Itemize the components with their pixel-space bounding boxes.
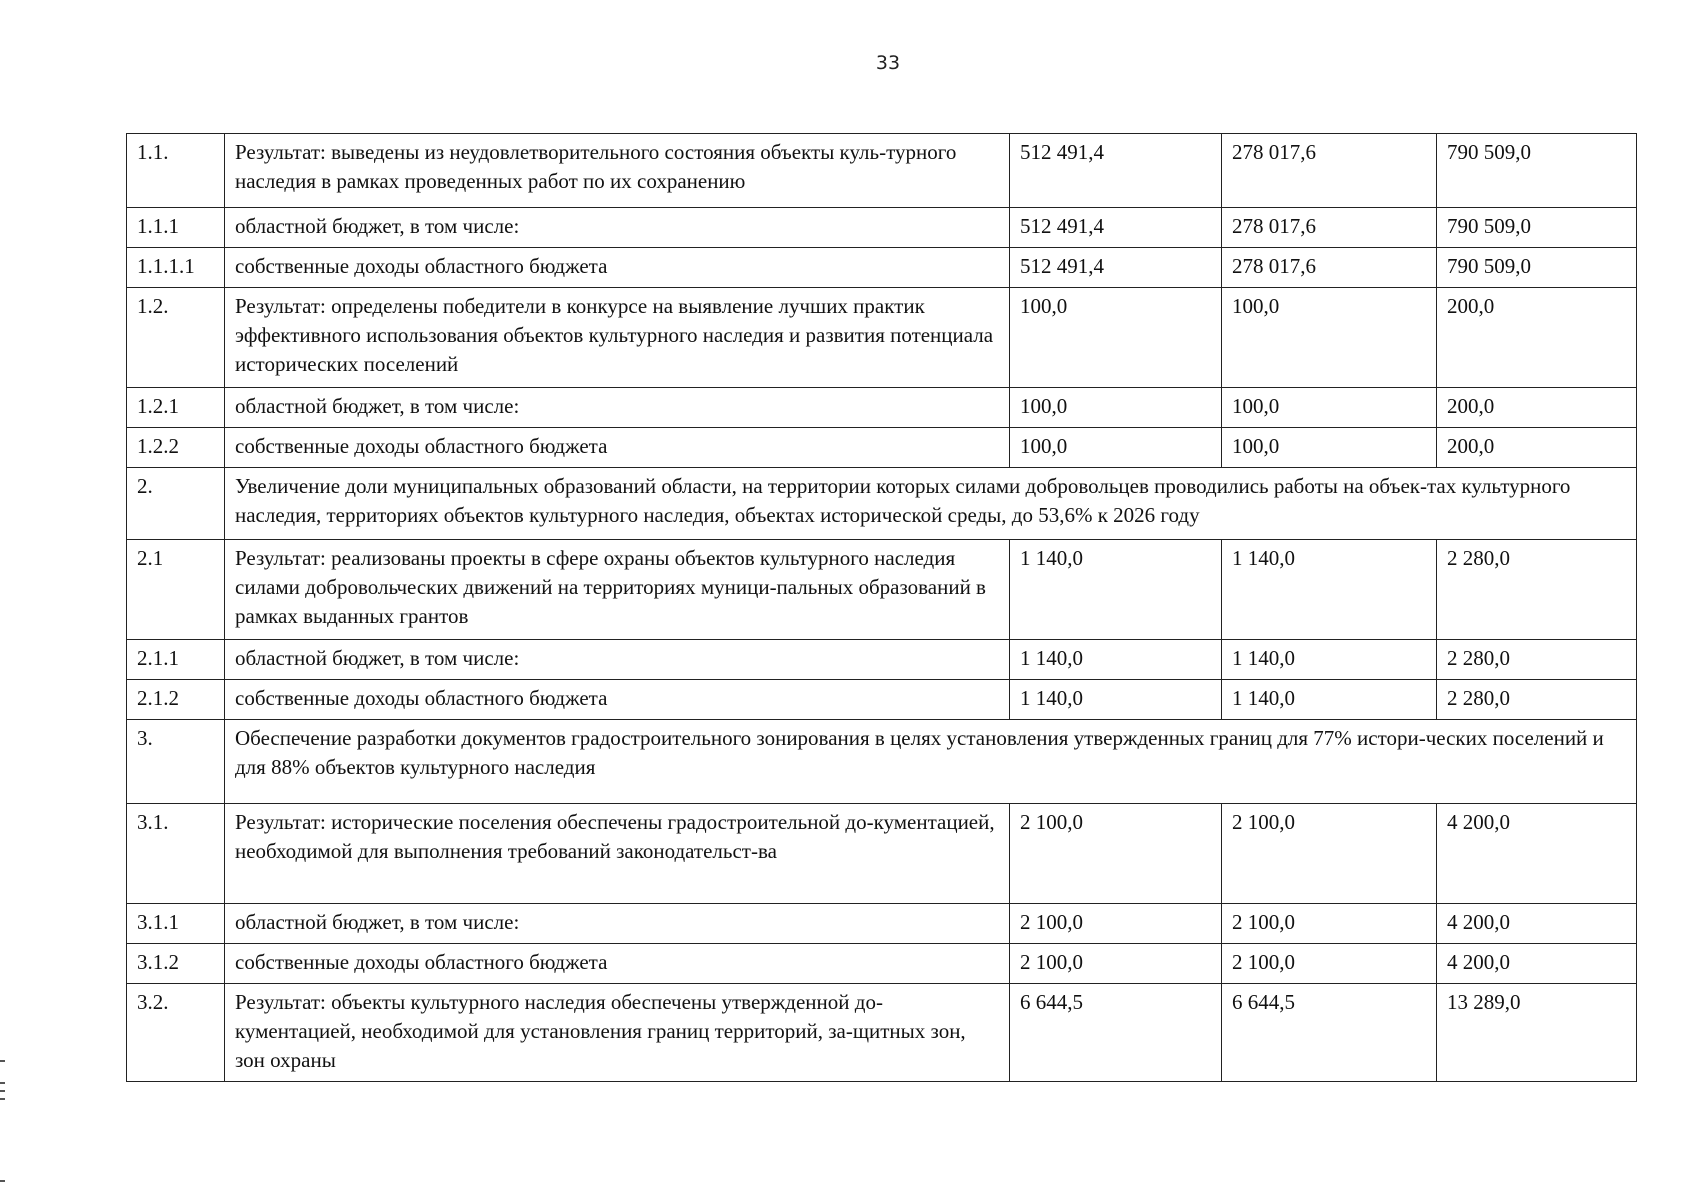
row-number: 1.2.1 — [127, 388, 225, 428]
table-row — [127, 944, 1637, 984]
table-row — [127, 134, 1637, 208]
row-value-1: 2 100,0 — [1010, 804, 1222, 904]
row-value-total: 13 289,0 — [1437, 984, 1637, 1082]
row-description: областной бюджет, в том числе: — [225, 640, 1010, 680]
row-number: 3. — [127, 720, 225, 804]
row-value-1: 512 491,4 — [1010, 208, 1222, 248]
section-description: Увеличение доли муниципальных образований области, на территории которых силами добровольцев проводились работы на объек-тах культурного наследия, территориях объектов культурного наследия, объектах исторической среды, до 53,6% к 2026 году — [225, 468, 1637, 540]
row-value-2: 1 140,0 — [1222, 640, 1437, 680]
row-description: Результат: определены победители в конкурсе на выявление лучших практик эффективного использования объектов культурного наследия и развития потенциала исторических поселений — [225, 288, 1010, 388]
row-value-total: 2 280,0 — [1437, 680, 1637, 720]
row-value-total: 790 509,0 — [1437, 248, 1637, 288]
row-description: собственные доходы областного бюджета — [225, 680, 1010, 720]
row-value-2: 278 017,6 — [1222, 208, 1437, 248]
row-number: 3.2. — [127, 984, 225, 1082]
row-value-1: 512 491,4 — [1010, 248, 1222, 288]
row-value-2: 278 017,6 — [1222, 134, 1437, 208]
table-row — [127, 904, 1637, 944]
scan-mark — [0, 1180, 5, 1182]
budget-table — [126, 133, 1637, 1082]
row-number: 1.1.1 — [127, 208, 225, 248]
row-value-total: 4 200,0 — [1437, 804, 1637, 904]
row-description: Результат: реализованы проекты в сфере охраны объектов культурного наследия силами добровольческих движений на территориях муници-пальных образований в рамках выданных грантов — [225, 540, 1010, 640]
table-row — [127, 984, 1637, 1082]
row-description: Результат: выведены из неудовлетворительного состояния объекты куль-турного наследия в рамках проведенных работ по их сохранению — [225, 134, 1010, 208]
row-value-2: 100,0 — [1222, 288, 1437, 388]
table-row — [127, 208, 1637, 248]
row-description: областной бюджет, в том числе: — [225, 208, 1010, 248]
table-row — [127, 248, 1637, 288]
scan-mark — [0, 1082, 5, 1084]
row-value-2: 100,0 — [1222, 388, 1437, 428]
row-value-1: 100,0 — [1010, 388, 1222, 428]
row-description: Результат: исторические поселения обеспечены градостроительной до-кументацией, необходимой для выполнения требований законодательст-ва — [225, 804, 1010, 904]
row-value-2: 2 100,0 — [1222, 804, 1437, 904]
row-description: областной бюджет, в том числе: — [225, 388, 1010, 428]
row-value-total: 4 200,0 — [1437, 904, 1637, 944]
table-row — [127, 428, 1637, 468]
section-row — [127, 720, 1637, 804]
row-value-2: 100,0 — [1222, 428, 1437, 468]
row-number: 3.1. — [127, 804, 225, 904]
row-value-1: 2 100,0 — [1010, 904, 1222, 944]
row-description: собственные доходы областного бюджета — [225, 944, 1010, 984]
row-value-2: 1 140,0 — [1222, 680, 1437, 720]
row-value-total: 2 280,0 — [1437, 540, 1637, 640]
page-number: 33 — [875, 52, 901, 74]
row-number: 2.1 — [127, 540, 225, 640]
row-value-1: 100,0 — [1010, 288, 1222, 388]
row-value-total: 200,0 — [1437, 428, 1637, 468]
row-value-total: 790 509,0 — [1437, 208, 1637, 248]
table-row — [127, 540, 1637, 640]
row-value-2: 2 100,0 — [1222, 904, 1437, 944]
row-value-total: 4 200,0 — [1437, 944, 1637, 984]
scan-mark — [0, 1098, 5, 1100]
row-number: 2.1.2 — [127, 680, 225, 720]
row-value-total: 790 509,0 — [1437, 134, 1637, 208]
row-number: 3.1.1 — [127, 904, 225, 944]
row-description: областной бюджет, в том числе: — [225, 904, 1010, 944]
row-value-1: 2 100,0 — [1010, 944, 1222, 984]
table-row — [127, 288, 1637, 388]
row-value-2: 1 140,0 — [1222, 540, 1437, 640]
row-number: 1.1.1.1 — [127, 248, 225, 288]
row-description: собственные доходы областного бюджета — [225, 428, 1010, 468]
row-number: 1.2. — [127, 288, 225, 388]
row-value-total: 200,0 — [1437, 288, 1637, 388]
row-number: 2.1.1 — [127, 640, 225, 680]
row-value-1: 1 140,0 — [1010, 680, 1222, 720]
table-row — [127, 388, 1637, 428]
row-value-1: 512 491,4 — [1010, 134, 1222, 208]
section-description: Обеспечение разработки документов градостроительного зонирования в целях установления утвержденных границ для 77% истори-ческих поселений и для 88% объектов культурного наследия — [225, 720, 1637, 804]
row-value-2: 6 644,5 — [1222, 984, 1437, 1082]
row-value-1: 100,0 — [1010, 428, 1222, 468]
row-description: Результат: объекты культурного наследия обеспечены утвержденной до-кументацией, необходимой для установления границ территорий, за-щитных зон, зон охраны — [225, 984, 1010, 1082]
row-value-1: 6 644,5 — [1010, 984, 1222, 1082]
row-number: 2. — [127, 468, 225, 540]
row-value-2: 2 100,0 — [1222, 944, 1437, 984]
row-number: 1.2.2 — [127, 428, 225, 468]
scan-mark — [0, 1090, 5, 1092]
row-value-total: 2 280,0 — [1437, 640, 1637, 680]
row-value-2: 278 017,6 — [1222, 248, 1437, 288]
row-value-1: 1 140,0 — [1010, 540, 1222, 640]
row-number: 1.1. — [127, 134, 225, 208]
table-row — [127, 640, 1637, 680]
section-row — [127, 468, 1637, 540]
table-row — [127, 804, 1637, 904]
scan-mark — [0, 1060, 5, 1062]
row-number: 3.1.2 — [127, 944, 225, 984]
row-description: собственные доходы областного бюджета — [225, 248, 1010, 288]
row-value-1: 1 140,0 — [1010, 640, 1222, 680]
table-row — [127, 680, 1637, 720]
row-value-total: 200,0 — [1437, 388, 1637, 428]
